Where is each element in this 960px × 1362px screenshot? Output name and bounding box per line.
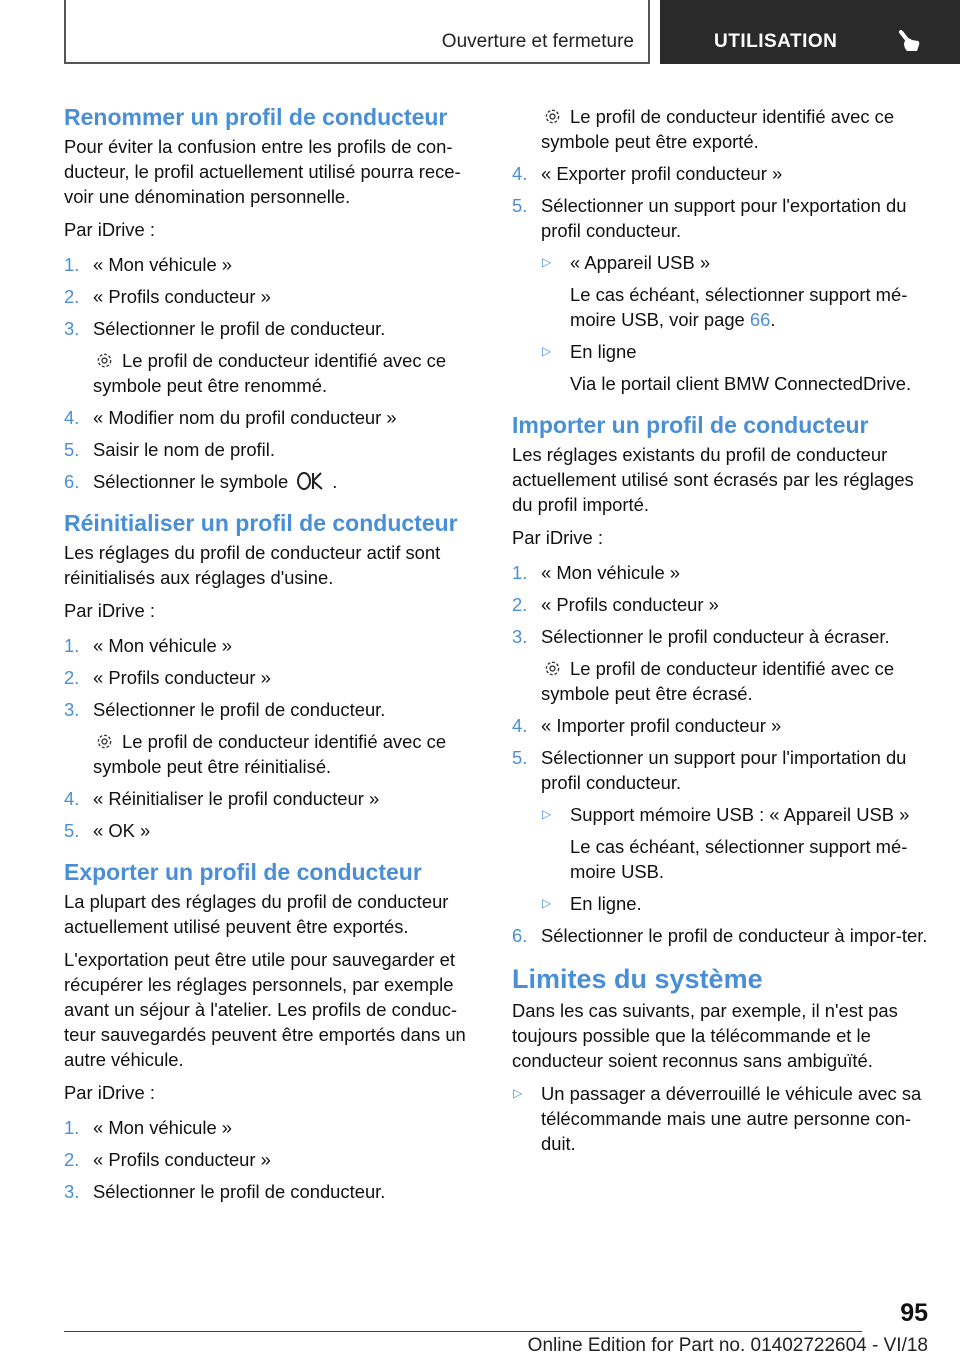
step-number: 2. [64, 667, 80, 688]
gear-icon [543, 659, 562, 678]
header-section-box [64, 0, 650, 64]
step-number: 5. [64, 820, 80, 841]
step-note-text: Le profil de conducteur identifié avec ce symbole peut être renommé. [93, 350, 447, 396]
page-link[interactable]: 66 [749, 309, 771, 330]
step-text: « Mon véhicule » [93, 254, 233, 275]
rename-steps [64, 252, 480, 494]
export-options [541, 250, 928, 396]
step-text: Sélectionner le profil de conducteur. [93, 318, 386, 339]
option-text: En ligne [570, 341, 637, 362]
gear-icon [95, 351, 114, 370]
list-item [512, 1081, 928, 1156]
option-sub: Via le portail client BMW ConnectedDrive. [570, 373, 912, 394]
option-sub-text: Le cas échéant, sélectionner support mé‐moire USB, voir page [570, 284, 908, 330]
option-sub: Le cas échéant, sélectionner support mé‐moire USB. [570, 836, 908, 882]
export-steps [64, 1115, 480, 1204]
list-item [64, 405, 480, 430]
list-item [512, 713, 928, 738]
step-text-after: . [332, 471, 338, 492]
export-note [512, 104, 928, 154]
reset-intro: Les réglages du profil de conducteur actif sont réinitialisés aux réglages d'usine. [64, 542, 441, 588]
list-item [512, 560, 928, 585]
step-note [93, 348, 480, 398]
footer-edition: Online Edition for Part no. 01402722604 - VI/18 [527, 1335, 928, 1356]
step-text: « Profils conducteur » [93, 286, 271, 307]
step-text: « Profils conducteur » [93, 667, 271, 688]
page-number: 95 [900, 1299, 928, 1327]
ok-icon [296, 470, 326, 492]
list-item [512, 745, 928, 916]
limits-intro: Dans les cas suivants, par exemple, il n'est pas toujours possible que la télécommande et le conducteur soient reconnus sans ambiguïté. [512, 1000, 898, 1071]
step-number: 6. [512, 925, 528, 946]
list-item [512, 624, 928, 706]
step-number: 4. [512, 163, 528, 184]
option-sub-after: . [770, 309, 776, 330]
list-item [512, 923, 928, 948]
rename-intro: Pour éviter la confusion entre les profils de con‐ducteur, le profil actuellement utilisé pourra rece‐voir une dénomination personnelle. [64, 136, 461, 207]
section-title-export: Exporter un profil de conducteur [64, 859, 422, 885]
rename-path: Par iDrive : [64, 219, 155, 240]
step-number: 2. [64, 286, 80, 307]
list-item [541, 339, 928, 396]
step-note-text: Le profil de conducteur identifié avec ce symbole peut être réinitialisé. [93, 731, 447, 777]
reset-path: Par iDrive : [64, 600, 155, 621]
list-item [64, 1115, 480, 1140]
step-text: Sélectionner le profil conducteur à écraser. [541, 626, 890, 647]
list-item [541, 802, 928, 884]
step-number: 3. [64, 699, 80, 720]
export-path: Par iDrive : [64, 1082, 155, 1103]
step-number: 3. [512, 626, 528, 647]
list-item [64, 818, 480, 843]
step-number: 1. [64, 635, 80, 656]
option-text: Support mémoire USB : « Appareil USB » [570, 804, 910, 825]
limits-bullets [512, 1081, 928, 1156]
list-item [512, 193, 928, 396]
step-text: « OK » [93, 820, 151, 841]
import-steps [512, 560, 928, 948]
step-note-text: Le profil de conducteur identifié avec ce symbole peut être exporté. [541, 106, 895, 152]
step-number: 6. [64, 471, 80, 492]
step-text: « Exporter profil conducteur » [541, 163, 783, 184]
step-number: 5. [512, 747, 528, 768]
list-item [64, 1179, 480, 1204]
step-text: « Profils conducteur » [93, 1149, 271, 1170]
import-intro: Les réglages existants du profil de conducteur actuellement utilisé sont écrasés par les réglages du profil importé. [512, 444, 914, 515]
step-text: « Profils conducteur » [541, 594, 719, 615]
step-text: Sélectionner un support pour l'importation du profil conducteur. [541, 747, 907, 793]
option-text: En ligne. [570, 893, 642, 914]
step-text: « Réinitialiser le profil conducteur » [93, 788, 380, 809]
list-item [64, 284, 480, 309]
step-text: Sélectionner un support pour l'exportation du profil conducteur. [541, 195, 907, 241]
list-item [541, 250, 928, 332]
list-item [64, 697, 480, 779]
right-column [512, 100, 928, 1163]
list-item [64, 1147, 480, 1172]
list-item [512, 592, 928, 617]
step-note [93, 729, 480, 779]
step-text: « Modifier nom du profil conducteur » [93, 407, 397, 428]
import-options [541, 802, 928, 916]
pointing-hand-icon [896, 28, 922, 54]
list-item [64, 316, 480, 398]
list-item [64, 469, 480, 494]
list-item [541, 891, 928, 916]
step-number: 4. [64, 788, 80, 809]
footer-divider [64, 1331, 862, 1332]
step-number: 5. [512, 195, 528, 216]
step-text: « Mon véhicule » [93, 635, 233, 656]
gear-icon [543, 107, 562, 126]
list-item [64, 437, 480, 462]
section-title-reset: Réinitialiser un profil de conducteur [64, 510, 458, 536]
step-number: 3. [64, 1181, 80, 1202]
step-number: 4. [512, 715, 528, 736]
list-item [64, 665, 480, 690]
section-title-import: Importer un profil de conducteur [512, 412, 869, 438]
option-sub [570, 282, 928, 332]
reset-steps [64, 633, 480, 843]
step-text: « Importer profil conducteur » [541, 715, 782, 736]
triangle-right-icon: ▷ [542, 896, 552, 910]
step-number: 2. [512, 594, 528, 615]
header-section-title: Ouverture et fermeture [441, 31, 634, 52]
export-steps-cont [512, 161, 928, 396]
triangle-right-icon: ▷ [542, 807, 552, 821]
left-column [64, 100, 480, 1211]
step-text: « Mon véhicule » [541, 562, 681, 583]
step-text: « Mon véhicule » [93, 1117, 233, 1138]
triangle-right-icon: ▷ [542, 344, 552, 358]
step-number: 1. [64, 254, 80, 275]
list-item [512, 161, 928, 186]
header-chapter-title: UTILISATION [714, 31, 838, 52]
step-text: Sélectionner le profil de conducteur. [93, 1181, 386, 1202]
page-header [64, 0, 960, 66]
gear-icon [95, 732, 114, 751]
step-number: 3. [64, 318, 80, 339]
option-text: « Appareil USB » [570, 252, 711, 273]
step-text: Saisir le nom de profil. [93, 439, 275, 460]
step-text: Sélectionner le profil de conducteur à impor‐ter. [541, 925, 928, 946]
list-item [64, 786, 480, 811]
step-text: Sélectionner le profil de conducteur. [93, 699, 386, 720]
export-intro: La plupart des réglages du profil de conducteur actuellement utilisé peuvent être exportés. [64, 891, 449, 937]
triangle-right-icon: ▷ [513, 1086, 523, 1100]
bullet-text: Un passager a déverrouillé le véhicule avec sa télécommande mais une autre personne con‐duit. [541, 1083, 922, 1154]
export-intro-2: L'exportation peut être utile pour sauvegarder et récupérer les réglages personnels, par exemple avant un séjour à l'atelier. Les profils de conduc‐teur sauvegardés peuvent être emportés dans un autre véhicule. [64, 949, 466, 1070]
step-number: 1. [64, 1117, 80, 1138]
section-title-rename: Renommer un profil de conducteur [64, 104, 448, 130]
triangle-right-icon: ▷ [542, 255, 552, 269]
step-number: 4. [64, 407, 80, 428]
header-chapter-box [660, 0, 960, 64]
list-item [64, 633, 480, 658]
section-title-limits: Limites du système [512, 964, 763, 994]
step-note-text: Le profil de conducteur identifié avec ce symbole peut être écrasé. [541, 658, 895, 704]
step-note [541, 656, 928, 706]
step-number: 5. [64, 439, 80, 460]
step-number: 1. [512, 562, 528, 583]
step-text: Sélectionner le symbole [93, 471, 289, 492]
list-item [64, 252, 480, 277]
import-path: Par iDrive : [512, 527, 603, 548]
step-number: 2. [64, 1149, 80, 1170]
